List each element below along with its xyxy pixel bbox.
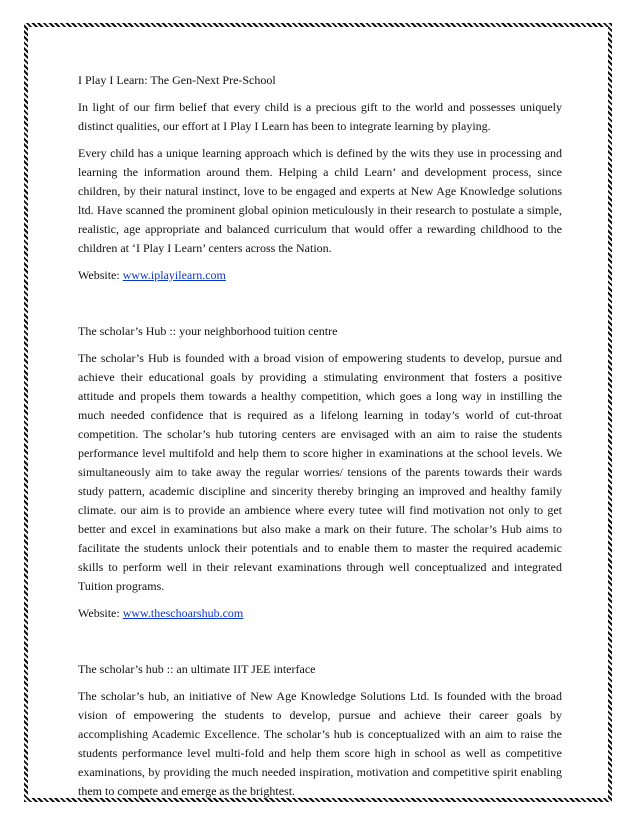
section-spacer	[78, 623, 562, 660]
section-scholars-hub-tuition	[78, 322, 562, 623]
document-body	[78, 71, 562, 809]
paragraph: The scholar’s hub, an initiative of New Age Knowledge Solutions Ltd. Is founded with the broad vision of empowering the students to develop, pursue and achieve their career goals by accomplishing Academic Excellence. The scholar’s hub is conceptualized with an aim to raise the students performance level multi-fold and help them score high in school as well as competitive examinations, by providing the much needed inspiration, motivation and competitive spirit enabling them to compete and emerge as the brightest.	[78, 689, 562, 798]
section-title: I Play I Learn: The Gen-Next Pre-School	[78, 73, 276, 87]
section-title: The scholar’s Hub :: your neighborhood tuition centre	[78, 324, 338, 338]
paragraph: The scholar’s Hub is founded with a broad vision of empowering students to develop, pursue and achieve their educational goals by providing a stimulating environment that fosters a positive attitude and propels them towards a healthy competition, which goes a long way in instilling the much needed confidence that is required as a lifelong learning in today’s world of cut-throat competition. The scholar’s hub tutoring centers are envisaged with an aim to raise the students performance level multifold and help them to score higher in examinations at the school levels. We simultaneously aim to take away the regular worries/ tensions of the parents towards their wards study pattern, academic discipline and sincerity thereby bringing an improved and healthy family climate. our aim is to provide an ambience where every tutee will find motivation not only to get better and excel in examinations but also make a mark on their future. The scholar’s Hub aims to facilitate the students unlock their potentials and to enable them to master the required academic skills to perform well in their relevant examinations through well conceptualized and integrated Tuition programs.	[78, 351, 562, 593]
paragraph: Every child has a unique learning approach which is defined by the wits they use in processing and learning the information around them. Helping a child Learn’ and development process, since children, by their natural instinct, love to be engaged and experts at New Age Knowledge solutions ltd. Have scanned the prominent global opinion meticulously in their research to postulate a simple, realistic, age appropriate and balanced curriculum that would offer a rewarding childhood to the children at ‘I Play I Learn’ centers across the Nation.	[78, 146, 562, 255]
website-line	[78, 604, 562, 623]
section-spacer	[78, 285, 562, 322]
section-title: The scholar’s hub :: an ultimate IIT JEE interface	[78, 662, 316, 676]
website-line	[78, 266, 562, 285]
section-scholars-hub-iit-jee	[78, 660, 562, 801]
paragraph: In light of our firm belief that every child is a precious gift to the world and possesses uniquely distinct qualities, our effort at I Play I Learn has been to integrate learning by playing.	[78, 100, 562, 133]
website-link-scholarshub[interactable]: www.theschoarshub.com	[122, 606, 244, 620]
section-iplayilearn	[78, 71, 562, 285]
website-link-iplayilearn[interactable]: www.iplayilearn.com	[122, 268, 226, 282]
website-label: Website:	[78, 606, 120, 620]
website-label: Website:	[78, 268, 120, 282]
